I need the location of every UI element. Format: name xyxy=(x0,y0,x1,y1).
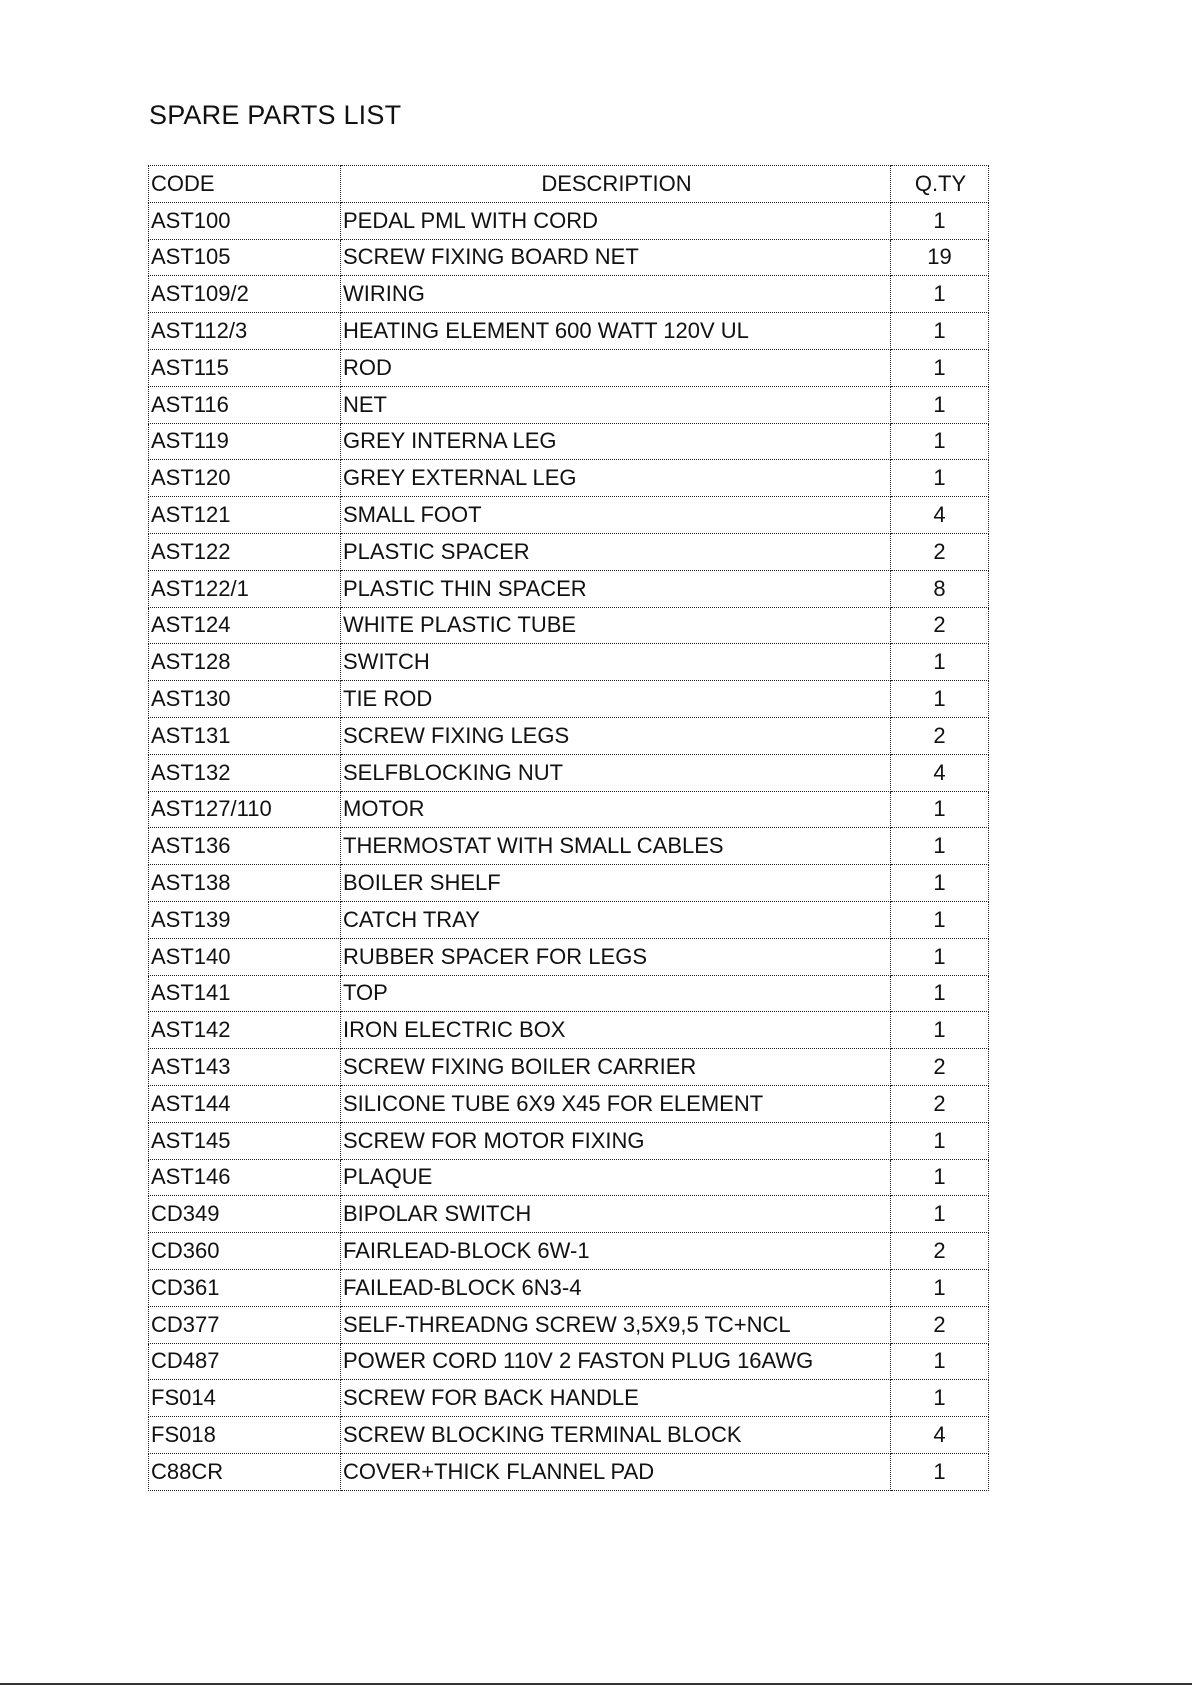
part-description-cell: BOILER SHELF xyxy=(341,865,891,902)
part-description-cell: SCREW BLOCKING TERMINAL BLOCK xyxy=(341,1417,891,1454)
part-qty-cell: 1 xyxy=(891,202,989,239)
part-qty-cell: 2 xyxy=(891,717,989,754)
table-row xyxy=(149,1453,989,1490)
part-qty-cell: 1 xyxy=(891,1012,989,1049)
part-description-cell: WHITE PLASTIC TUBE xyxy=(341,607,891,644)
part-qty-cell: 1 xyxy=(891,938,989,975)
part-description-cell: SWITCH xyxy=(341,644,891,681)
part-qty-cell: 1 xyxy=(891,828,989,865)
part-description-cell: GREY INTERNA LEG xyxy=(341,423,891,460)
column-header-code: CODE xyxy=(149,166,341,203)
table-row xyxy=(149,423,989,460)
part-code-cell: CD361 xyxy=(149,1269,341,1306)
table-row xyxy=(149,717,989,754)
part-code-cell: AST119 xyxy=(149,423,341,460)
part-code-cell: AST140 xyxy=(149,938,341,975)
part-description-cell: SCREW FOR MOTOR FIXING xyxy=(341,1122,891,1159)
part-qty-cell: 1 xyxy=(891,1343,989,1380)
table-row xyxy=(149,1233,989,1270)
part-code-cell: AST115 xyxy=(149,349,341,386)
part-description-cell: SCREW FIXING BOILER CARRIER xyxy=(341,1049,891,1086)
part-description-cell: PLASTIC THIN SPACER xyxy=(341,570,891,607)
table-row xyxy=(149,901,989,938)
part-description-cell: IRON ELECTRIC BOX xyxy=(341,1012,891,1049)
part-qty-cell: 1 xyxy=(891,644,989,681)
part-qty-cell: 2 xyxy=(891,1085,989,1122)
spare-parts-table xyxy=(148,165,989,1491)
table-row xyxy=(149,754,989,791)
part-code-cell: AST122 xyxy=(149,533,341,570)
table-row xyxy=(149,681,989,718)
part-code-cell: CD349 xyxy=(149,1196,341,1233)
page-title: SPARE PARTS LIST xyxy=(149,100,402,130)
part-code-cell: AST142 xyxy=(149,1012,341,1049)
part-description-cell: MOTOR xyxy=(341,791,891,828)
part-description-cell: WIRING xyxy=(341,276,891,313)
part-description-cell: TIE ROD xyxy=(341,681,891,718)
part-code-cell: C88CR xyxy=(149,1453,341,1490)
table-row xyxy=(149,1122,989,1159)
part-code-cell: AST146 xyxy=(149,1159,341,1196)
part-qty-cell: 1 xyxy=(891,349,989,386)
part-code-cell: FS014 xyxy=(149,1380,341,1417)
part-description-cell: TOP xyxy=(341,975,891,1012)
part-qty-cell: 4 xyxy=(891,754,989,791)
table-row xyxy=(149,644,989,681)
part-code-cell: AST112/3 xyxy=(149,313,341,350)
part-description-cell: GREY EXTERNAL LEG xyxy=(341,460,891,497)
part-description-cell: SMALL FOOT xyxy=(341,497,891,534)
part-description-cell: PLAQUE xyxy=(341,1159,891,1196)
part-qty-cell: 8 xyxy=(891,570,989,607)
part-description-cell: COVER+THICK FLANNEL PAD xyxy=(341,1453,891,1490)
part-code-cell: AST141 xyxy=(149,975,341,1012)
table-row xyxy=(149,865,989,902)
part-qty-cell: 1 xyxy=(891,1380,989,1417)
part-qty-cell: 1 xyxy=(891,460,989,497)
part-qty-cell: 1 xyxy=(891,386,989,423)
part-code-cell: AST145 xyxy=(149,1122,341,1159)
part-qty-cell: 2 xyxy=(891,607,989,644)
part-code-cell: AST131 xyxy=(149,717,341,754)
column-header-qty: Q.TY xyxy=(891,166,989,203)
part-code-cell: AST130 xyxy=(149,681,341,718)
part-code-cell: AST143 xyxy=(149,1049,341,1086)
part-qty-cell: 1 xyxy=(891,1453,989,1490)
column-header-description: DESCRIPTION xyxy=(341,166,891,203)
part-qty-cell: 1 xyxy=(891,1196,989,1233)
part-qty-cell: 1 xyxy=(891,865,989,902)
table-row xyxy=(149,607,989,644)
part-description-cell: FAIRLEAD-BLOCK 6W-1 xyxy=(341,1233,891,1270)
part-qty-cell: 2 xyxy=(891,1306,989,1343)
table-row xyxy=(149,938,989,975)
part-code-cell: AST122/1 xyxy=(149,570,341,607)
table-row xyxy=(149,975,989,1012)
part-description-cell: PEDAL PML WITH CORD xyxy=(341,202,891,239)
part-qty-cell: 4 xyxy=(891,497,989,534)
part-qty-cell: 1 xyxy=(891,681,989,718)
table-row xyxy=(149,1269,989,1306)
part-description-cell: SELFBLOCKING NUT xyxy=(341,754,891,791)
part-code-cell: AST136 xyxy=(149,828,341,865)
part-code-cell: AST132 xyxy=(149,754,341,791)
part-qty-cell: 1 xyxy=(891,901,989,938)
table-row xyxy=(149,1306,989,1343)
part-code-cell: FS018 xyxy=(149,1417,341,1454)
table-body xyxy=(149,202,989,1490)
part-code-cell: CD487 xyxy=(149,1343,341,1380)
table-row xyxy=(149,1085,989,1122)
part-qty-cell: 19 xyxy=(891,239,989,276)
part-description-cell: SCREW FIXING BOARD NET xyxy=(341,239,891,276)
part-code-cell: AST128 xyxy=(149,644,341,681)
part-qty-cell: 2 xyxy=(891,1233,989,1270)
part-description-cell: BIPOLAR SWITCH xyxy=(341,1196,891,1233)
table-row xyxy=(149,276,989,313)
part-description-cell: ROD xyxy=(341,349,891,386)
part-code-cell: AST144 xyxy=(149,1085,341,1122)
table-row xyxy=(149,386,989,423)
part-qty-cell: 1 xyxy=(891,1269,989,1306)
part-qty-cell: 1 xyxy=(891,975,989,1012)
table-row xyxy=(149,1049,989,1086)
part-description-cell: HEATING ELEMENT 600 WATT 120V UL xyxy=(341,313,891,350)
table-row xyxy=(149,570,989,607)
part-code-cell: AST138 xyxy=(149,865,341,902)
table-row xyxy=(149,791,989,828)
table-row xyxy=(149,533,989,570)
part-description-cell: POWER CORD 110V 2 FASTON PLUG 16AWG xyxy=(341,1343,891,1380)
table-row xyxy=(149,1159,989,1196)
part-code-cell: CD377 xyxy=(149,1306,341,1343)
table-row xyxy=(149,313,989,350)
part-qty-cell: 2 xyxy=(891,533,989,570)
part-code-cell: AST120 xyxy=(149,460,341,497)
part-qty-cell: 1 xyxy=(891,313,989,350)
part-code-cell: AST139 xyxy=(149,901,341,938)
part-description-cell: NET xyxy=(341,386,891,423)
part-qty-cell: 1 xyxy=(891,1159,989,1196)
table-row xyxy=(149,1012,989,1049)
table-row xyxy=(149,1343,989,1380)
part-qty-cell: 2 xyxy=(891,1049,989,1086)
part-code-cell: AST124 xyxy=(149,607,341,644)
part-description-cell: RUBBER SPACER FOR LEGS xyxy=(341,938,891,975)
table-row xyxy=(149,828,989,865)
table-row xyxy=(149,1380,989,1417)
part-code-cell: AST109/2 xyxy=(149,276,341,313)
part-code-cell: CD360 xyxy=(149,1233,341,1270)
part-description-cell: SELF-THREADNG SCREW 3,5X9,5 TC+NCL xyxy=(341,1306,891,1343)
part-description-cell: FAILEAD-BLOCK 6N3-4 xyxy=(341,1269,891,1306)
table-row xyxy=(149,1417,989,1454)
part-code-cell: AST100 xyxy=(149,202,341,239)
part-description-cell: SCREW FOR BACK HANDLE xyxy=(341,1380,891,1417)
table-row xyxy=(149,349,989,386)
table-row xyxy=(149,202,989,239)
part-description-cell: PLASTIC SPACER xyxy=(341,533,891,570)
part-qty-cell: 1 xyxy=(891,276,989,313)
part-qty-cell: 1 xyxy=(891,791,989,828)
table-row xyxy=(149,497,989,534)
part-qty-cell: 1 xyxy=(891,1122,989,1159)
part-description-cell: SCREW FIXING LEGS xyxy=(341,717,891,754)
part-description-cell: CATCH TRAY xyxy=(341,901,891,938)
table-row xyxy=(149,460,989,497)
table-header-row xyxy=(149,166,989,203)
part-code-cell: AST105 xyxy=(149,239,341,276)
part-qty-cell: 4 xyxy=(891,1417,989,1454)
part-code-cell: AST121 xyxy=(149,497,341,534)
part-description-cell: THERMOSTAT WITH SMALL CABLES xyxy=(341,828,891,865)
part-qty-cell: 1 xyxy=(891,423,989,460)
part-code-cell: AST116 xyxy=(149,386,341,423)
part-description-cell: SILICONE TUBE 6X9 X45 FOR ELEMENT xyxy=(341,1085,891,1122)
table-row xyxy=(149,239,989,276)
part-code-cell: AST127/110 xyxy=(149,791,341,828)
table-row xyxy=(149,1196,989,1233)
